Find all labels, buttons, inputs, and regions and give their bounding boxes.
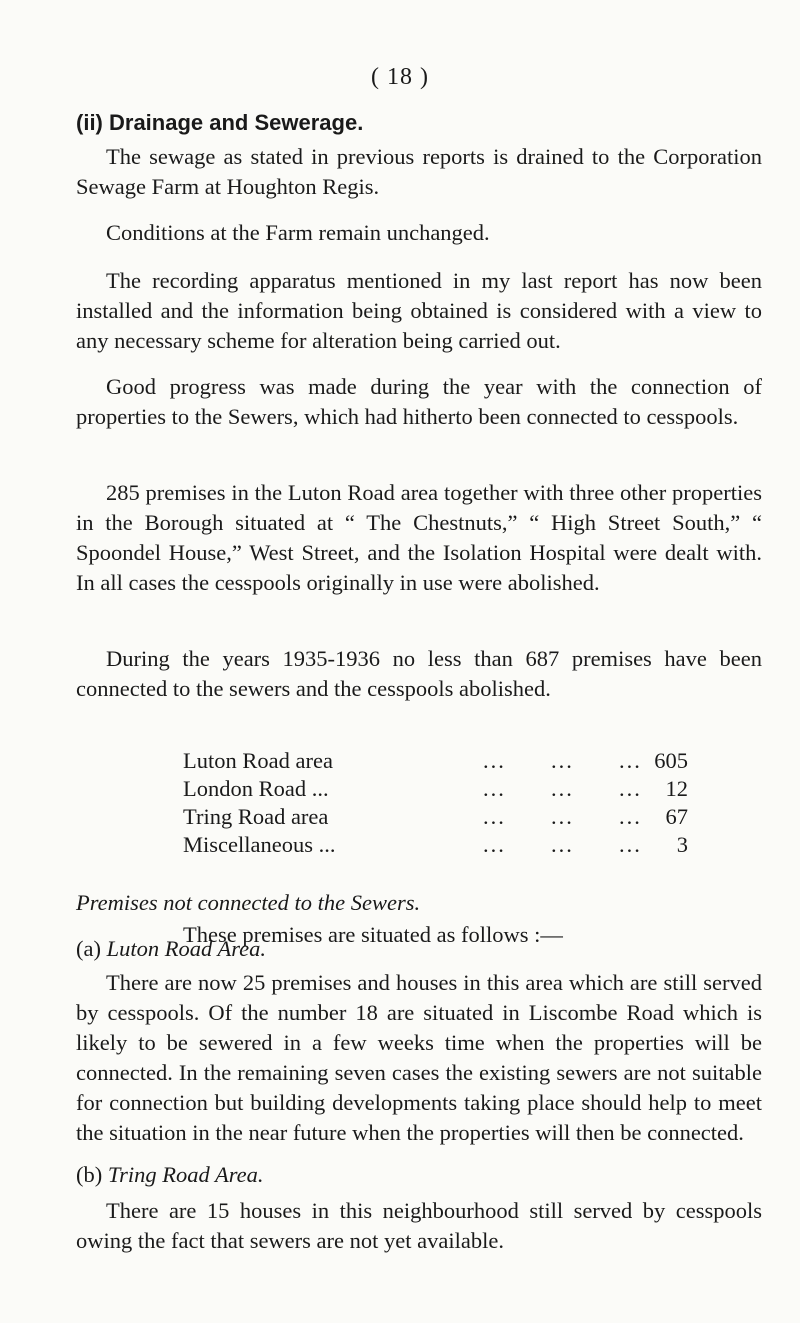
paragraph-text: The recording apparatus mentioned in my last report has now been installed and the information being obtained is considered with a view to any necessary scheme for alteration being carried out. <box>76 268 762 353</box>
table-row <box>183 748 688 778</box>
page-number: ( 18 ) <box>371 64 429 90</box>
subsection-b-heading <box>76 1162 264 1188</box>
row-value: 67 <box>665 804 688 829</box>
paragraph-text: 285 premises in the Luton Road area together with three other properties in the Borough situated at “ The Chestnuts,” “ High Street South,” “ Spoondel House,” West Street, and the Isolation Hospital were dealt with. In all cases the cesspools originally in use were abolished. <box>76 480 762 595</box>
paragraph-text: During the years 1935-1936 no less than 687 premises have been connected to the sewers and the cesspools abolished. <box>76 646 762 701</box>
subsection-b-title: Tring Road Area. <box>107 1162 264 1187</box>
row-value: 605 <box>654 748 688 773</box>
dot-leader: ... ... ... <box>483 804 642 829</box>
subsection-a-heading <box>76 936 266 962</box>
paragraph-text: There are 15 houses in this neighbourhood still served by cesspools owing the fact that sewers are not yet available. <box>76 1198 762 1253</box>
paragraph-recording-apparatus <box>76 266 762 356</box>
row-label: London Road ... <box>183 776 329 801</box>
row-label: Tring Road area <box>183 804 329 829</box>
paragraph-connections-summary <box>76 644 762 704</box>
row-label: Luton Road area <box>183 748 333 773</box>
section-heading: (ii) Drainage and Sewerage. <box>76 110 364 135</box>
row-value: 3 <box>676 832 688 857</box>
subsection-a-marker: (a) <box>76 936 101 961</box>
dot-leader: ... ... ... <box>483 832 642 857</box>
paragraph-luton-road-premises <box>76 478 762 598</box>
row-label: Miscellaneous ... <box>183 832 336 857</box>
paragraph-text: Good progress was made during the year with the connection of properties to the Sewers, which had hitherto been connected to cesspools. <box>76 374 762 429</box>
row-value: 12 <box>665 776 688 801</box>
subsection-heading: Premises not connected to the Sewers. <box>76 890 421 915</box>
subsection-a-title: Luton Road Area. <box>106 936 266 961</box>
paragraph-progress <box>76 372 762 432</box>
dot-leader: ... ... ... <box>483 748 642 773</box>
table-row <box>183 832 688 862</box>
paragraph-luton-road-area <box>76 968 762 1148</box>
paragraph-tring-road-area <box>76 1196 762 1256</box>
subsection-b-marker: (b) <box>76 1162 103 1187</box>
paragraph-text: There are now 25 premises and houses in this area which are still served by cesspools. Of the number 18 are situated in Liscombe Road which is likely to be sewered in a few weeks time when the properties will be connected. In the remaining seven cases the existing sewers are not suitable for connection but building developments taking place should help to meet the situation in the near future when the properties will then be connected. <box>76 970 762 1145</box>
paragraph-sewage-farm <box>76 142 762 202</box>
paragraph-farm-conditions <box>76 218 762 248</box>
table-row <box>183 804 688 834</box>
paragraph-text: The sewage as stated in previous reports is drained to the Corporation Sewage Farm at Houghton Regis. <box>76 144 762 199</box>
dot-leader: ... ... ... <box>483 776 642 801</box>
table-intro: These premises are situated as follows :— <box>183 922 563 947</box>
paragraph-text: Conditions at the Farm remain unchanged. <box>106 220 490 245</box>
table-row <box>183 776 688 806</box>
